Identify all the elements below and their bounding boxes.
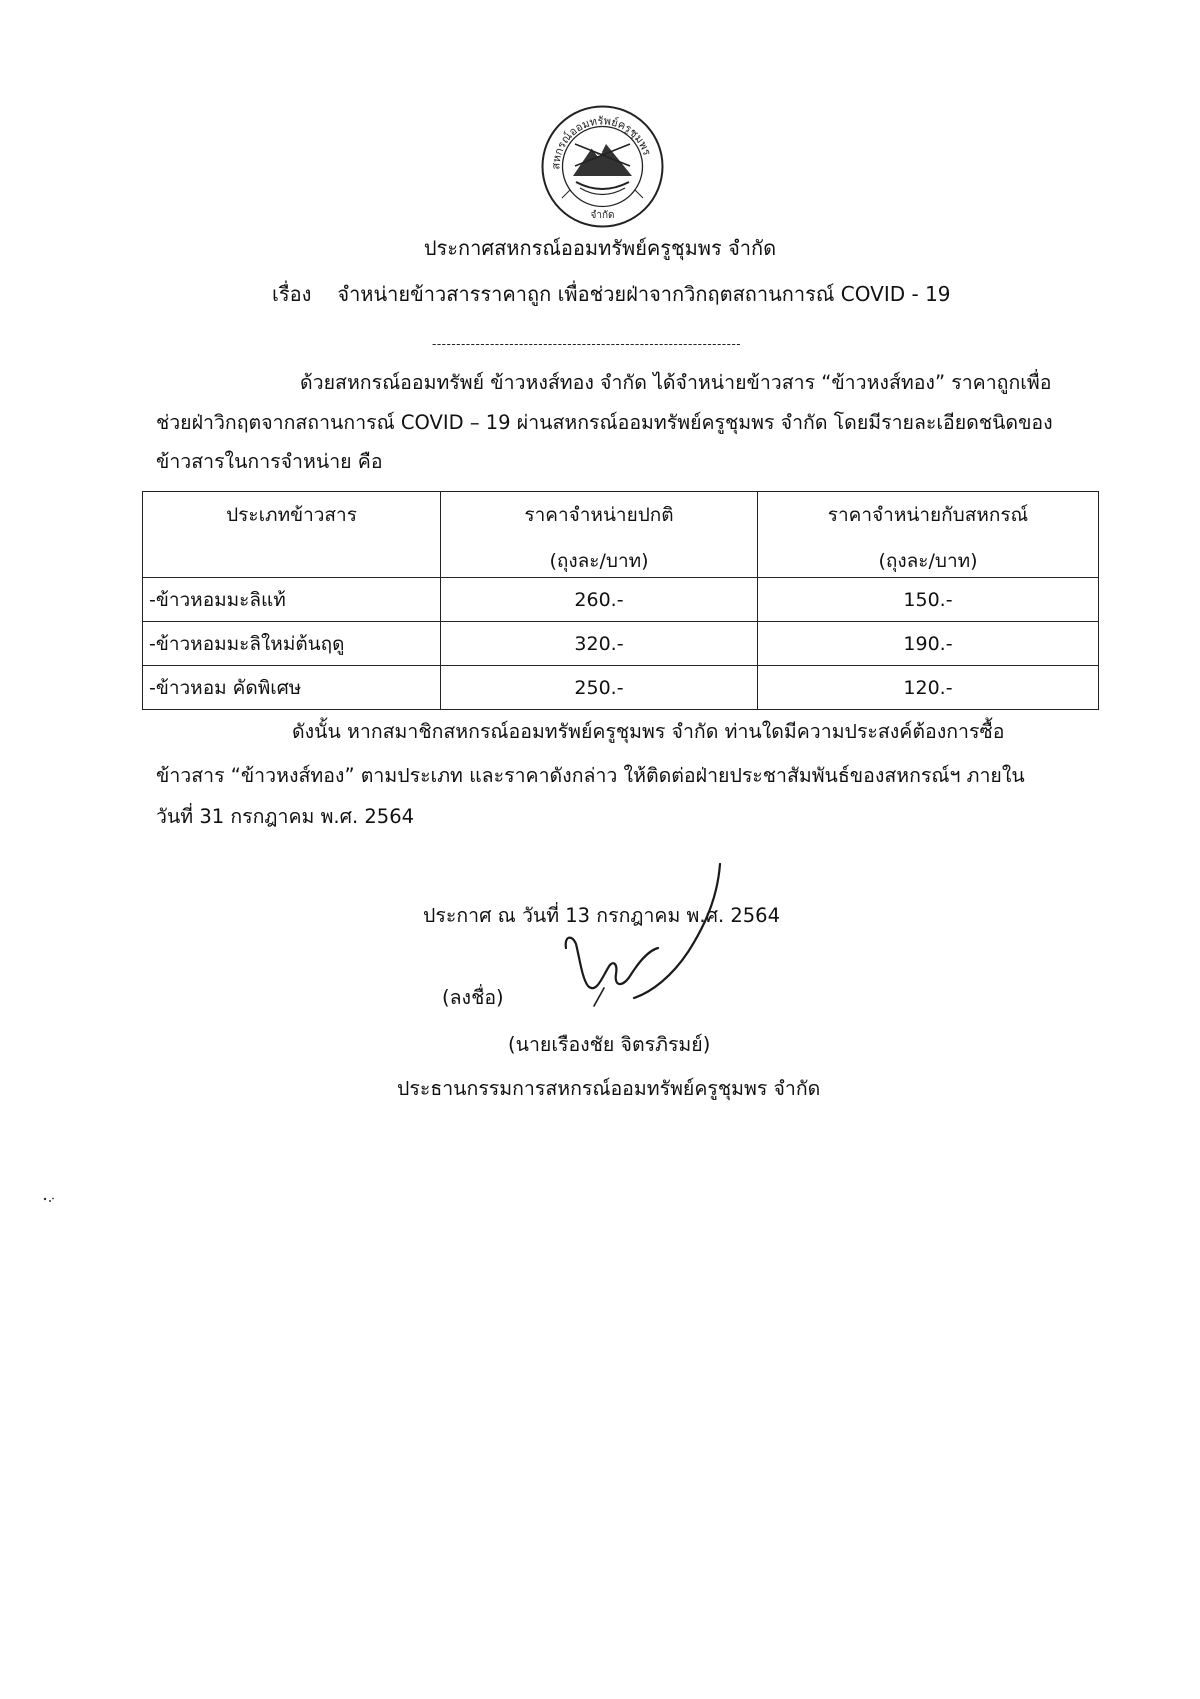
rice-type-cell: -ข้าวหอมมะลิแท้ xyxy=(143,578,441,622)
closing-paragraph-line-1: ดังนั้น หากสมาชิกสหกรณ์ออมทรัพย์ครูชุมพร จำกัด ท่านใดมีความประสงค์ต้องการซื้อ xyxy=(292,720,1005,743)
rice-price-table xyxy=(142,491,1099,710)
subject-line xyxy=(272,284,951,304)
scan-speck xyxy=(42,1196,56,1204)
announcement-title: ประกาศสหกรณ์ออมทรัพย์ครูชุมพร จำกัด xyxy=(423,236,777,260)
intro-paragraph-line-2: ช่วยฝ่าวิกฤตจากสถานการณ์ COVID – 19 ผ่านสหกรณ์ออมทรัพย์ครูชุมพร จำกัด โดยมีรายละเอียดชนิดของ xyxy=(156,411,1053,434)
intro-paragraph-line-1: ด้วยสหกรณ์ออมทรัพย์ ข้าวหงส์ทอง จำกัด ได้จำหน่ายข้าวสาร “ข้าวหงส์ทอง” ราคาถูกเพื่อ xyxy=(300,371,1052,394)
header-coop-price: ราคาจำหน่ายกับสหกรณ์ (ถุงละ/บาท) xyxy=(758,492,1099,578)
subject-text: จำหน่ายข้าวสารราคาถูก เพื่อช่วยฝ่าจากวิกฤตสถานการณ์ COVID - 19 xyxy=(337,282,951,306)
coop-price-cell: 150.- xyxy=(758,578,1099,622)
divider-line: ---------------------------------------------------------------- xyxy=(432,337,742,351)
normal-price-cell: 250.- xyxy=(441,666,758,710)
seal-ring-text: สหกรณ์ออมทรัพย์ครูชุมพร xyxy=(549,114,654,170)
table-row xyxy=(143,666,1099,710)
coop-price-cell: 120.- xyxy=(758,666,1099,710)
rice-type-cell: -ข้าวหอมมะลิใหม่ต้นฤดู xyxy=(143,622,441,666)
closing-paragraph-line-2: ข้าวสาร “ข้าวหงส์ทอง” ตามประเภท และราคาดังกล่าว ให้ติดต่อฝ่ายประชาสัมพันธ์ของสหกรณ์ฯ ภายใน xyxy=(156,764,1025,787)
cooperative-seal-logo xyxy=(540,104,665,229)
subject-label: เรื่อง xyxy=(272,282,312,306)
intro-paragraph-line-3: ข้าวสารในการจำหน่าย คือ xyxy=(156,450,383,473)
signer-position: ประธานกรรมการสหกรณ์ออมทรัพย์ครูชุมพร จำกัด xyxy=(397,1077,821,1100)
signer-name: (นายเรืองชัย จิตรภิรมย์) xyxy=(508,1033,711,1056)
header-normal-price: ราคาจำหน่ายปกติ (ถุงละ/บาท) xyxy=(441,492,758,578)
closing-paragraph-line-3: วันที่ 31 กรกฎาคม พ.ศ. 2564 xyxy=(156,805,415,828)
table-row xyxy=(143,578,1099,622)
normal-price-cell: 320.- xyxy=(441,622,758,666)
table-row xyxy=(143,622,1099,666)
seal-bottom-text: จำกัด xyxy=(590,210,615,221)
coop-price-cell: 190.- xyxy=(758,622,1099,666)
table-header-row xyxy=(143,492,1099,578)
handwritten-signature xyxy=(560,860,760,1020)
header-rice-type: ประเภทข้าวสาร xyxy=(143,492,441,578)
sign-label: (ลงชื่อ) xyxy=(442,986,504,1009)
announcement-date: ประกาศ ณ วันที่ 13 กรกฎาคม พ.ศ. 2564 xyxy=(423,904,780,927)
normal-price-cell: 260.- xyxy=(441,578,758,622)
rice-type-cell: -ข้าวหอม คัดพิเศษ xyxy=(143,666,441,710)
